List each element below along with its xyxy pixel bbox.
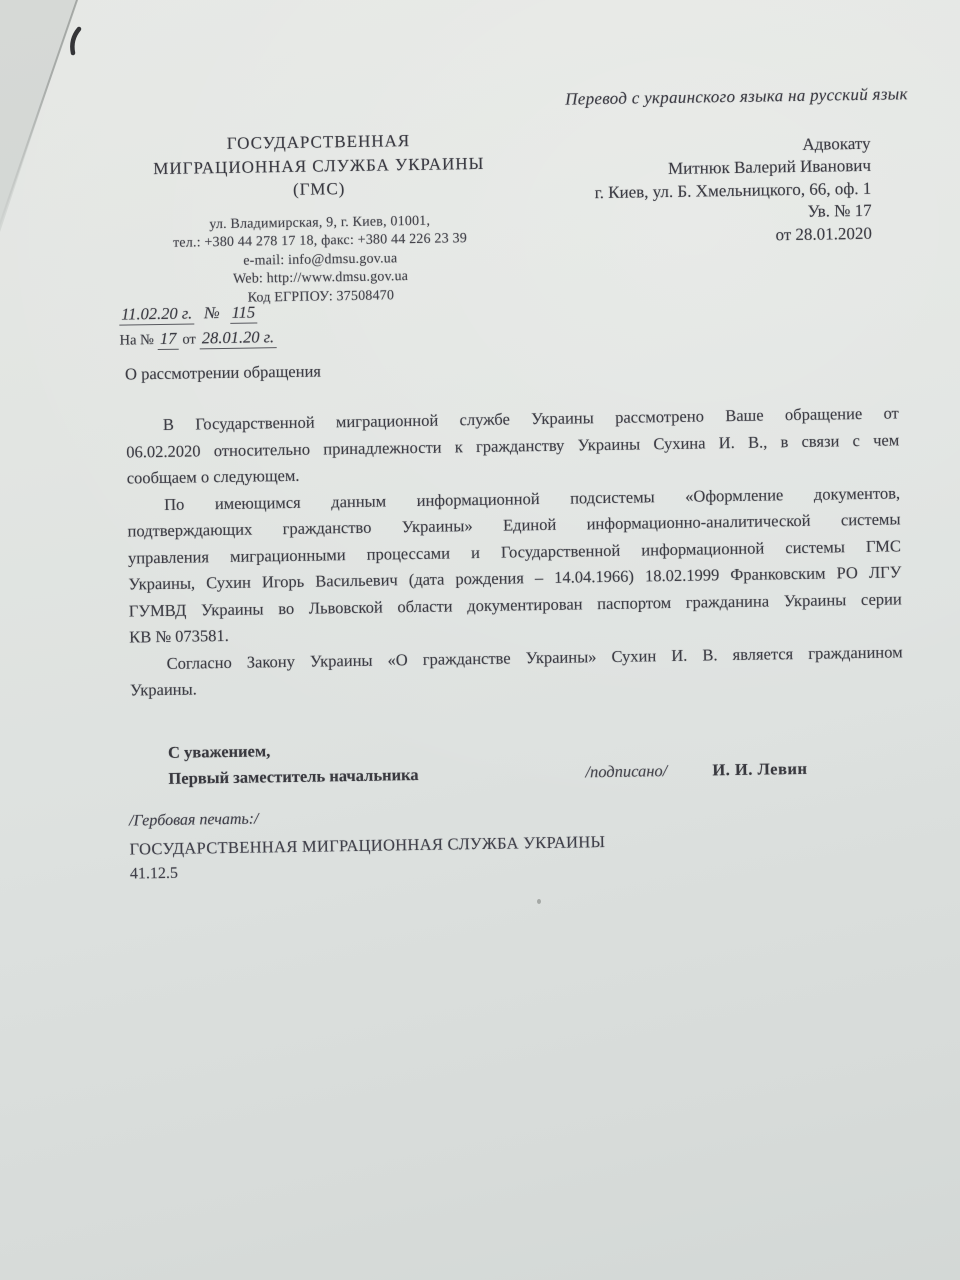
seal-organization: ГОСУДАРСТВЕННАЯ МИГРАЦИОННАЯ СЛУЖБА УКРАИНЫ xyxy=(129,832,606,859)
signature-row xyxy=(131,757,911,793)
incoming-from-word: от xyxy=(182,331,196,348)
sender-letterhead xyxy=(120,127,519,310)
seal-index: 41.12.5 xyxy=(129,864,179,883)
paragraph-3 xyxy=(129,639,903,704)
recipient-address: г. Киев, ул. Б. Хмельницкого, 66, оф. 1 xyxy=(594,178,872,202)
paragraph-1 xyxy=(126,400,900,492)
translation-note: Перевод с украинского языка на русский язык xyxy=(565,84,908,109)
signature-block xyxy=(131,730,912,793)
subject-line: О рассмотрении обращения xyxy=(124,361,322,384)
sender-address-phone: тел.: +380 44 278 17 18, факс: +380 44 226 23 39 xyxy=(172,231,468,251)
signed-mark: /подписано/ xyxy=(585,761,668,782)
sender-address-street: ул. Владимирская, 9, г. Киев, 01001, xyxy=(209,213,431,232)
incoming-date: 28.01.20 г. xyxy=(200,327,277,349)
body-line: КВ № 073581. xyxy=(129,625,230,647)
body-line: В Государственной миграционной службе Украины рассмотрено Ваше обращение от xyxy=(162,403,899,434)
recipient-title: Адвокату xyxy=(802,133,871,154)
incoming-number: 17 xyxy=(158,329,179,350)
body-line: По имеющимся данным информационной подсистемы «Оформление документов, xyxy=(163,482,901,514)
body-line: Согласно Закону Украины «О гражданстве Украины» Сухин И. В. является гражданином xyxy=(166,641,903,673)
outgoing-date: 11.02.20 г. xyxy=(119,303,194,325)
outgoing-reference xyxy=(119,301,276,325)
incoming-reference xyxy=(119,326,276,351)
sender-name-line1: ГОСУДАРСТВЕННАЯ xyxy=(226,131,411,153)
body-line: ГУМВД Украины во Львовской области документирован паспортом гражданина Украины серии xyxy=(128,588,902,621)
sender-address-web: Web: http://www.dmsu.gov.ua xyxy=(232,269,409,288)
outgoing-number: 115 xyxy=(230,302,258,323)
sender-name-line3: (ГМС) xyxy=(292,179,346,199)
signature-closing: С уважением, xyxy=(167,741,271,762)
signatory-position: Первый заместитель начальника xyxy=(168,764,419,788)
seal-block xyxy=(129,804,606,883)
paragraph-2 xyxy=(127,480,902,651)
sender-address-email: e-mail: info@dmsu.gov.ua xyxy=(243,250,398,269)
signatory-name: И. И. Левин xyxy=(712,758,808,780)
body-line: управления миграционными процессами и Государственной информационной системы ГМС xyxy=(127,535,902,568)
body-line: 06.02.2020 относительно принадлежности к гражданству Украины Сухина И. В., в связи с чем xyxy=(126,429,900,462)
numero-sign: № xyxy=(203,303,220,323)
recipient-ref-number: Ув. № 17 xyxy=(807,201,872,222)
sender-address-egrpou: Код ЕГРПОУ: 37508470 xyxy=(247,288,395,306)
seal-note: /Гербовая печать:/ xyxy=(128,810,259,830)
body-line: подтверждающих гражданство Украины» Единой информационно-аналитической системы xyxy=(127,509,901,541)
body-line: сообщаем о следующем. xyxy=(126,465,300,488)
recipient-block xyxy=(594,133,872,249)
letter-body xyxy=(126,400,903,704)
recipient-ref-date: от 28.01.2020 xyxy=(775,223,873,244)
sender-name-line2: МИГРАЦИОННАЯ СЛУЖБА УКРАИНЫ xyxy=(153,153,485,178)
reference-lines xyxy=(119,301,276,351)
body-line: Украины. xyxy=(129,679,197,700)
sender-address xyxy=(122,211,519,310)
incoming-prefix: На № xyxy=(119,332,155,349)
body-line: Украины, Сухин Игорь Васильевич (дата рождения – 14.04.1966) 18.02.1999 Франковским РО ЛГУ xyxy=(128,562,902,594)
recipient-name: Митнюк Валерий Иванович xyxy=(667,156,872,179)
